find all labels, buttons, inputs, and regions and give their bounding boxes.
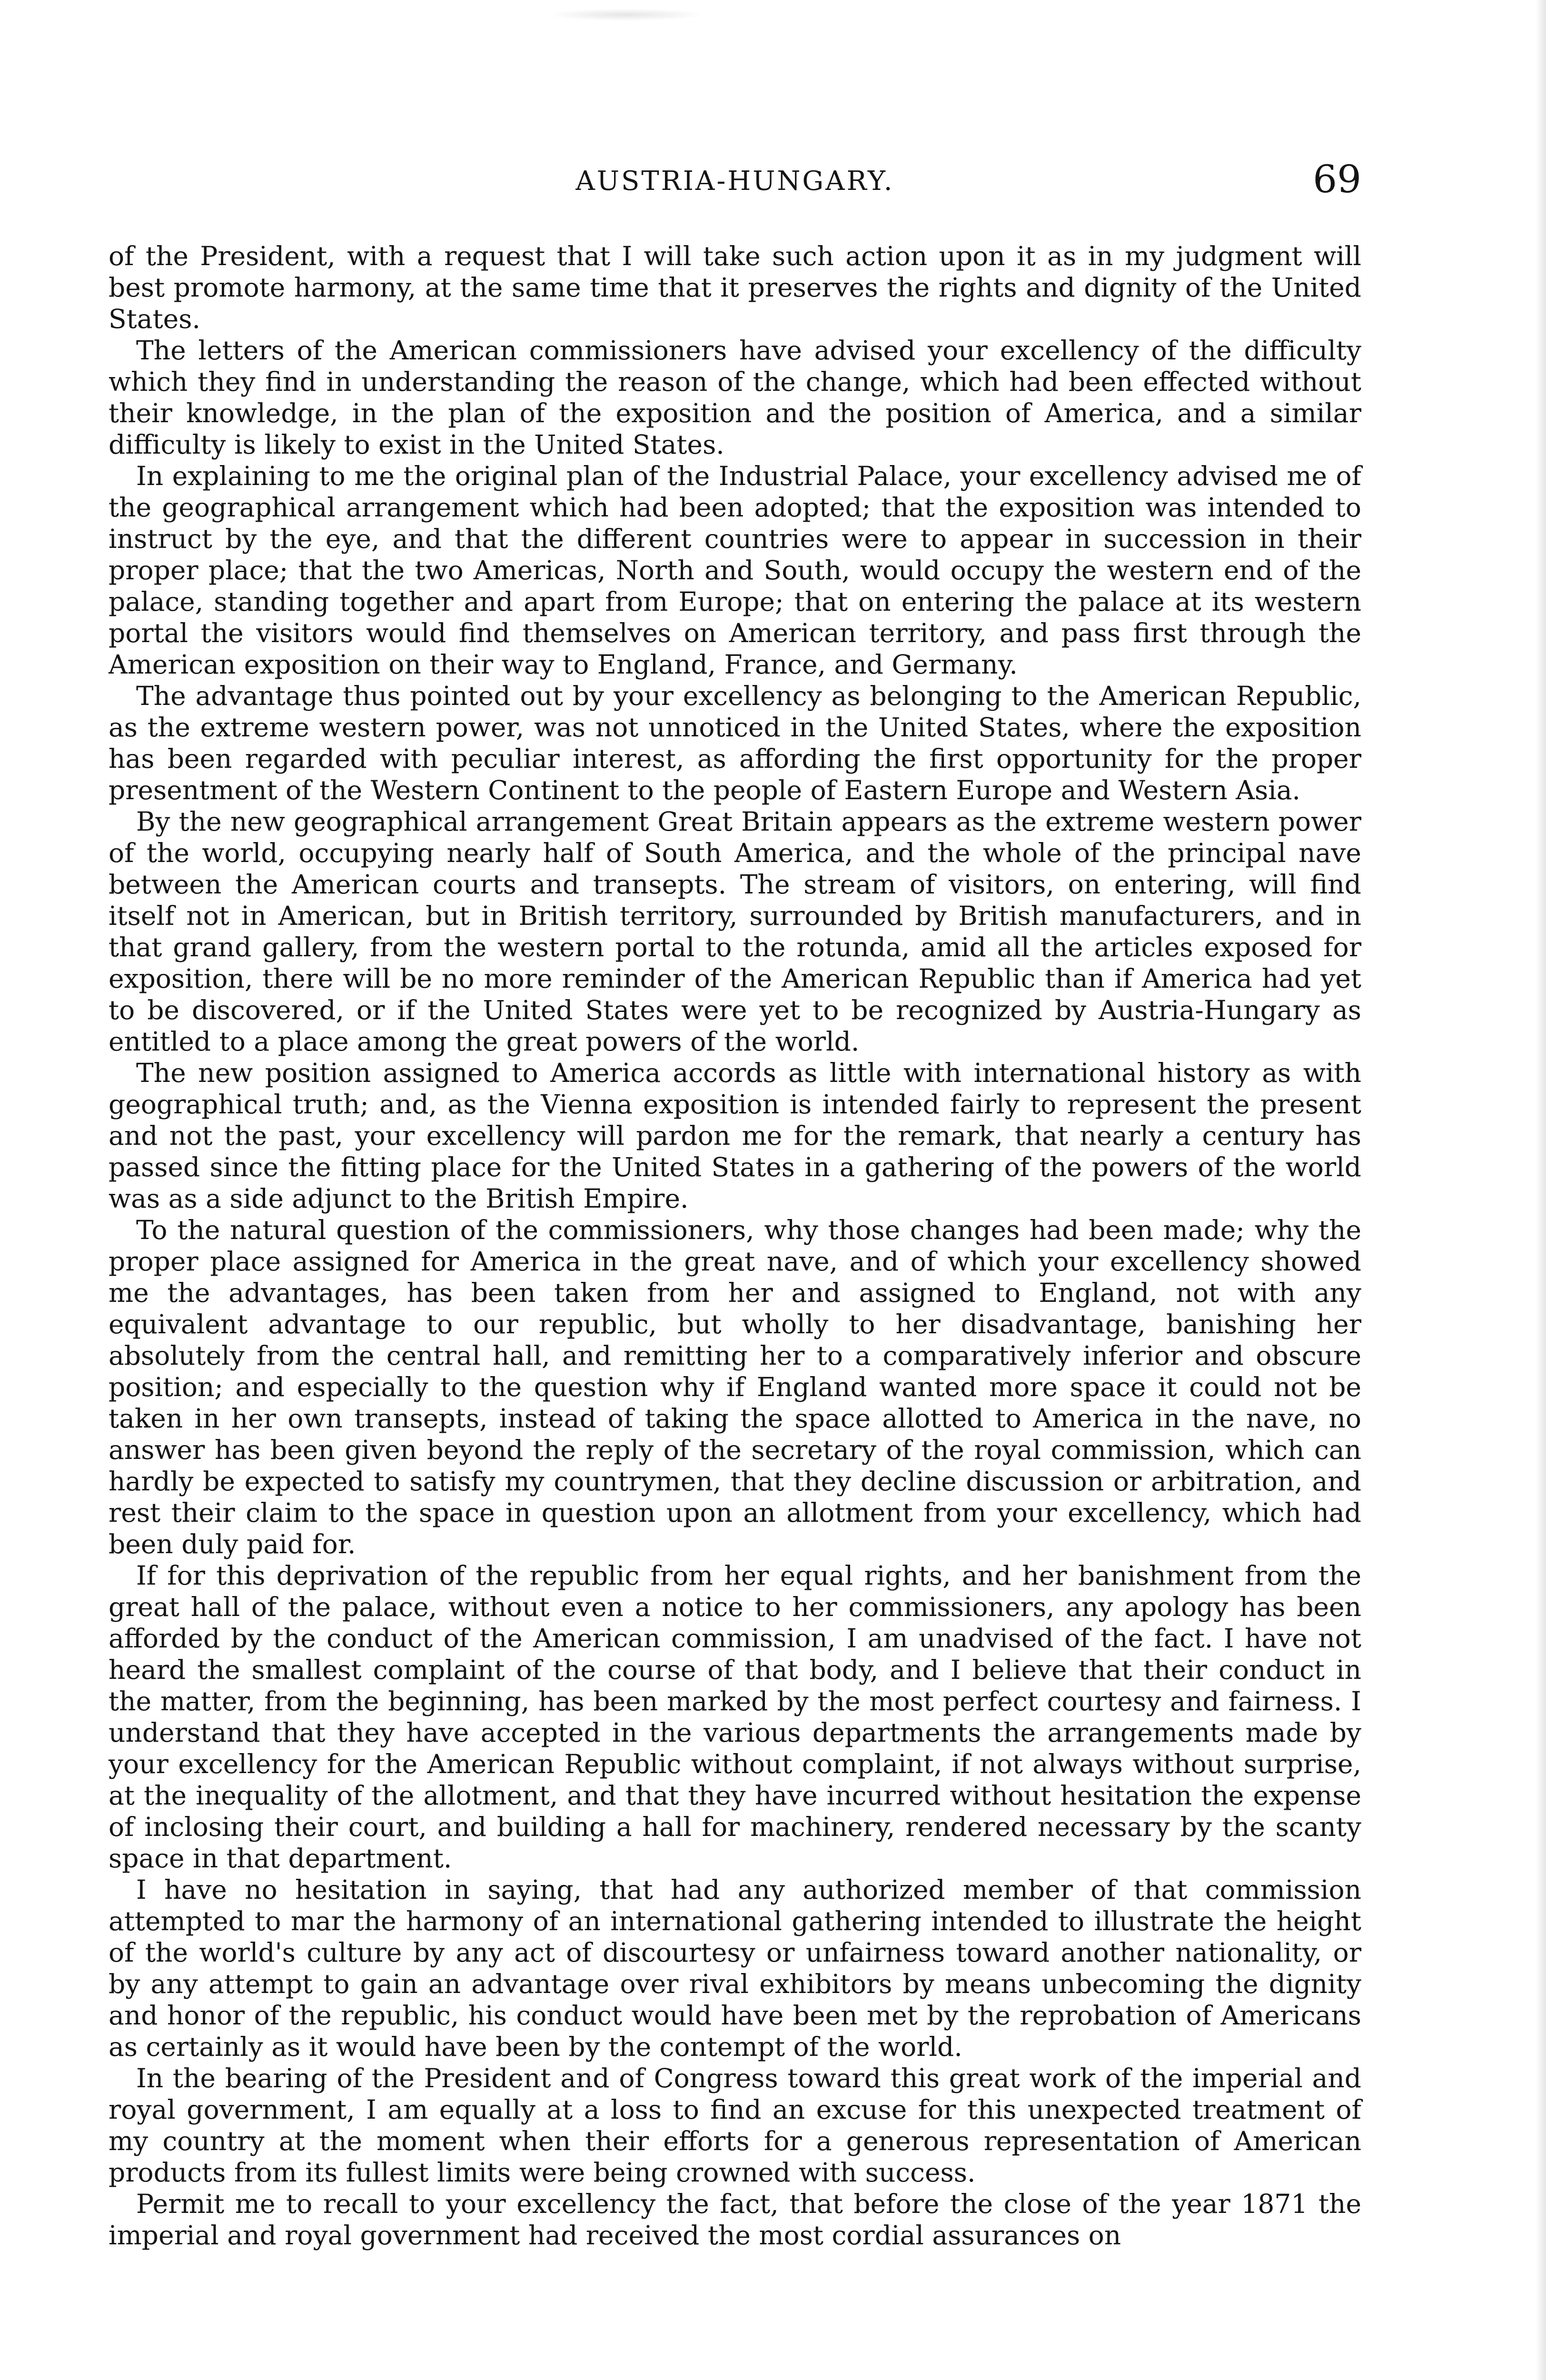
paragraph: By the new geographical arrangement Great Britain appears as the extreme western power of the world, occupying nearly half of South America, and the whole of the principal nave between the American courts and transepts. The stream of visitors, on entering, will find itself not in American, but in British territory, surrounded by British manufacturers, and in that grand gallery, from the western portal to the rotunda, amid all the articles exposed for exposition, there will be no more reminder of the American Republic than if America had yet to be discovered, or if the United States were yet to be recognized by Austria-Hungary as entitled to a place among the great powers of the world. — [109, 806, 1361, 1057]
paragraph: In explaining to me the original plan of the Industrial Palace, your excellency advised me of the geographical arrangement which had been adopted; that the exposition was intended to instruct by the eye, and that the different countries were to appear in succession in their proper place; that the two Americas, North and South, would occupy the western end of the palace, standing together and apart from Europe; that on entering the palace at its western portal the visitors would find themselves on American territory, and pass first through the American exposition on their way to England, France, and Germany. — [109, 461, 1361, 680]
paragraph: If for this deprivation of the republic from her equal rights, and her banishment from the great hall of the palace, without even a notice to her commissioners, any apology has been afforded by the conduct of the American commission, I am unadvised of the fact. I have not heard the smallest complaint of the course of that body, and I believe that their conduct in the matter, from the beginning, has been marked by the most perfect courtesy and fairness. I understand that they have accepted in the various departments the arrangements made by your excellency for the American Republic without complaint, if not always without surprise, at the inequality of the allotment, and that they have incurred without hesitation the expense of inclosing their court, and building a hall for machinery, rendered necessary by the scanty space in that department. — [109, 1560, 1361, 1874]
page-header — [109, 157, 1361, 209]
paragraph: The advantage thus pointed out by your excellency as belonging to the American Republic, as the extreme western power, was not unnoticed in the United States, where the exposition has been regarded with peculiar interest, as affording the first opportunity for the proper presentment of the Western Continent to the people of Eastern Europe and Western Asia. — [109, 681, 1361, 805]
body-text — [109, 240, 1361, 2251]
page-number: 69 — [1313, 157, 1361, 201]
paragraph: of the President, with a request that I will take such action upon it as in my judgment will best promote harmony, at the same time that it preserves the rights and dignity of the United States. — [109, 241, 1361, 334]
page-edge-shadow — [1536, 0, 1546, 2380]
paragraph: To the natural question of the commissioners, why those changes had been made; why the proper place assigned for America in the great nave, and of which your excellency showed me the advantages, has been taken from her and assigned to England, not with any equivalent advantage to our republic, but wholly to her disadvantage, banishing her absolutely from the central hall, and remitting her to a comparatively inferior and obscure position; and especially to the question why if England wanted more space it could not be taken in her own transepts, instead of taking the space allotted to America in the nave, no answer has been given beyond the reply of the secretary of the royal commission, which can hardly be expected to satisfy my countrymen, that they decline discussion or arbitration, and rest their claim to the space in question upon an allotment from your excellency, which had been duly paid for. — [109, 1215, 1361, 1559]
paragraph: The letters of the American commissioners have advised your excellency of the difficulty which they find in understanding the reason of the change, which had been effected without their knowledge, in the plan of the exposition and the position of America, and a similar difficulty is likely to exist in the United States. — [109, 335, 1361, 460]
paragraph: I have no hesitation in saying, that had any authorized member of that commission attempted to mar the harmony of an international gathering intended to illustrate the height of the world's culture by any act of discourtesy or unfairness toward another nationality, or by any attempt to gain an advantage over rival exhibitors by means unbecoming the dignity and honor of the republic, his conduct would have been met by the reprobation of Americans as certainly as it would have been by the contempt of the world. — [109, 1874, 1361, 2062]
paragraph: Permit me to recall to your excellency the fact, that before the close of the year 1871 the imperial and royal government had received the most cordial assurances on — [109, 2189, 1361, 2251]
paragraph: In the bearing of the President and of Congress toward this great work of the imperial and royal government, I am equally at a loss to find an excuse for this unexpected treatment of my country at the moment when their efforts for a generous representation of American products from its fullest limits were being crowned with success. — [109, 2063, 1361, 2188]
running-title: AUSTRIA-HUNGARY. — [575, 166, 894, 197]
paragraph: The new position assigned to America accords as little with international history as with geographical truth; and, as the Vienna exposition is intended fairly to represent the present and not the past, your excellency will pardon me for the remark, that nearly a century has passed since the fitting place for the United States in a gathering of the powers of the world was as a side adjunct to the British Empire. — [109, 1058, 1361, 1214]
scan-artifact — [547, 9, 704, 21]
